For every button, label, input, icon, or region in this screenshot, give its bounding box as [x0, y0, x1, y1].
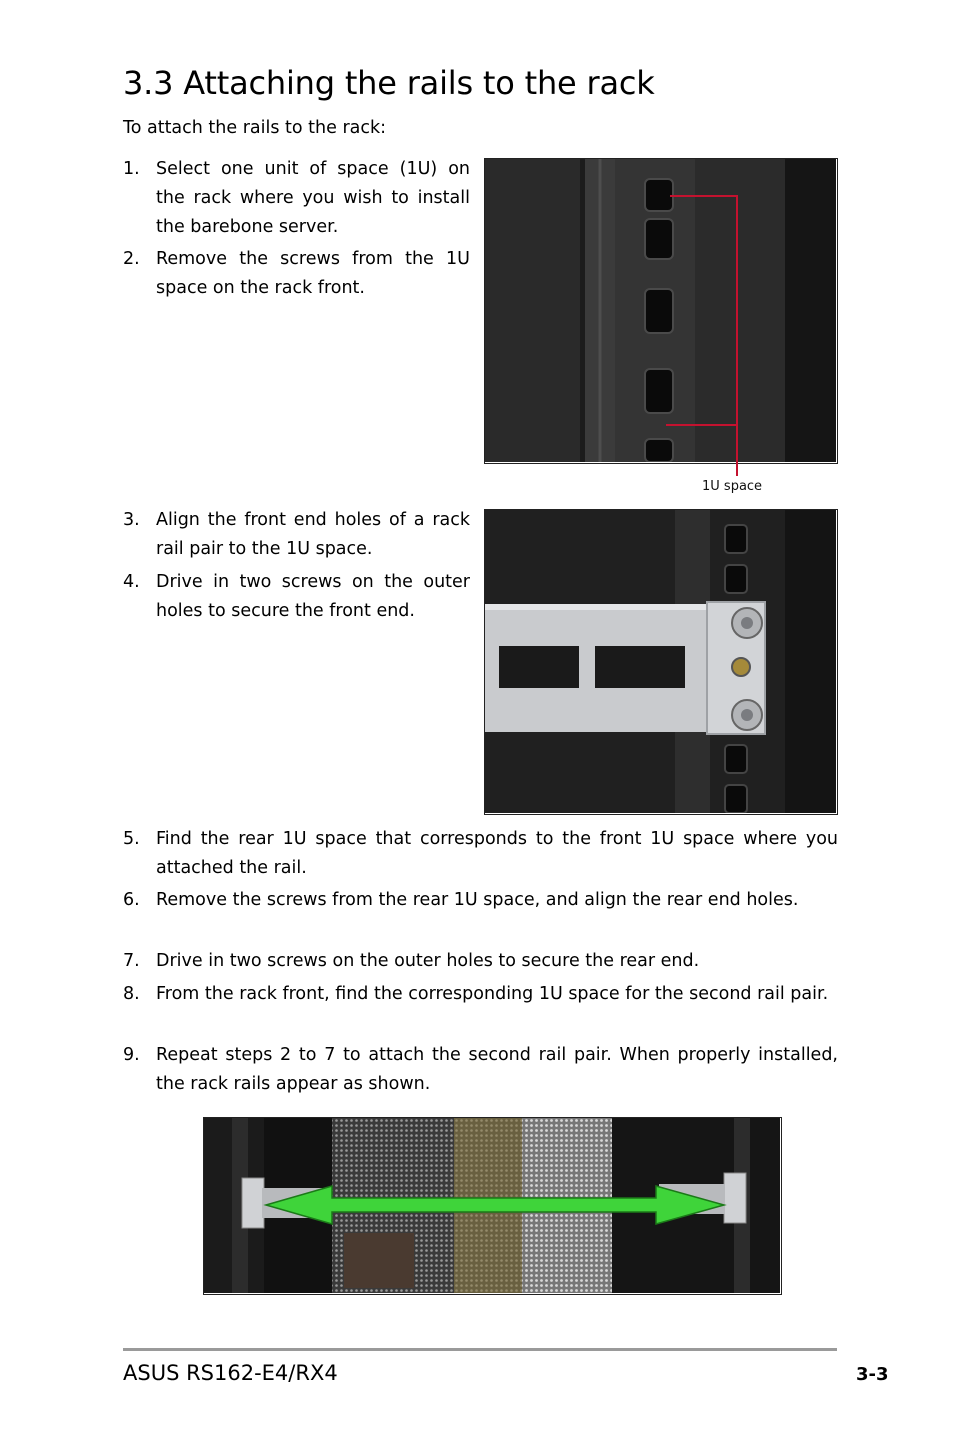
step-number: 2. [123, 249, 140, 269]
footer-rule [123, 1348, 837, 1351]
step-number: 5. [123, 829, 140, 849]
callout-top [670, 195, 738, 197]
step-text: Remove the screws from the rear 1U space, and align the rear end holes. [156, 890, 799, 910]
step-text: Align the front end holes of a rack rail pair to the 1U space. [156, 510, 470, 559]
page-number: 3-3 [856, 1364, 889, 1385]
step-text: Find the rear 1U space that corresponds to the front 1U space where you attached the rail. [156, 829, 838, 878]
step-text: Remove the screws from the 1U space on the rack front. [156, 249, 470, 298]
page-title: 3.3 Attaching the rails to the rack [123, 64, 655, 102]
callout-vertical [736, 195, 738, 476]
step-text: Select one unit of space (1U) on the rack where you wish to install the barebone server. [156, 159, 470, 237]
rail-attached-photo [484, 509, 838, 815]
rack-post-photo [484, 158, 838, 464]
step-text: Repeat steps 2 to 7 to attach the second rail pair. When properly installed, the rack rails appear as shown. [156, 1045, 838, 1094]
step-number: 9. [123, 1045, 140, 1065]
step-number: 1. [123, 159, 140, 179]
step-text: Drive in two screws on the outer holes to secure the front end. [156, 572, 470, 621]
step-text: Drive in two screws on the outer holes to secure the rear end. [156, 951, 700, 971]
step-number: 3. [123, 510, 140, 530]
step-number: 6. [123, 890, 140, 910]
footer-model: ASUS RS162-E4/RX4 [123, 1361, 338, 1385]
installed-rails-photo [203, 1117, 782, 1295]
callout-label: 1U space [702, 479, 763, 494]
step-number: 7. [123, 951, 140, 971]
step-number: 8. [123, 984, 140, 1004]
step-number: 4. [123, 572, 140, 592]
callout-bottom [666, 424, 738, 426]
step-text: From the rack front, find the corresponding 1U space for the second rail pair. [156, 984, 829, 1004]
intro-text: To attach the rails to the rack: [123, 118, 387, 138]
